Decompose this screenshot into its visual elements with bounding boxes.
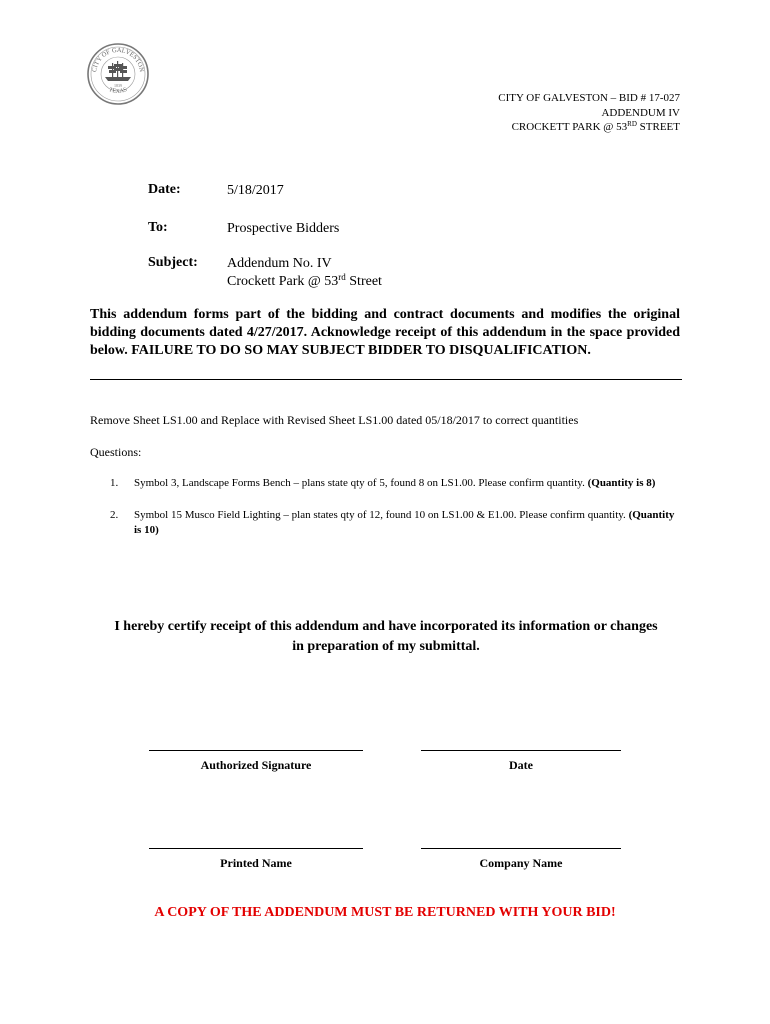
date-label: Date: — [148, 182, 181, 197]
subject-value — [227, 255, 382, 291]
addendum-intro-paragraph: This addendum forms part of the bidding and contract documents and modifies the original bidding documents dated 4/27/2017. Acknowledge receipt of this addendum in the space provided below. FAILURE TO DO SO MAY SUBJECT BIDDER TO DISQUALIFICATION. — [90, 307, 680, 358]
date-signature-block — [420, 750, 622, 773]
printed-name-block — [148, 848, 364, 871]
questions-list — [110, 476, 680, 555]
company-name-label: Company Name — [479, 856, 563, 870]
subject-line-2: Crockett Park @ 53rd Street — [227, 272, 382, 289]
signature-line — [149, 848, 363, 849]
ship-icon — [105, 61, 131, 81]
list-item: 1. Symbol 3, Landscape Forms Bench – plans state qty of 5, found 8 on LS1.00. Please confirm quantity. (Quantity is 8) — [110, 477, 656, 489]
date-value: 5/18/2017 — [227, 183, 284, 198]
signature-line — [149, 750, 363, 751]
header-addendum-line: ADDENDUM IV — [601, 106, 680, 119]
seal-year: 1839 — [114, 83, 122, 88]
svg-text:TEXAS — [108, 87, 128, 95]
list-item: 2. Symbol 15 Musco Field Lighting – plan states qty of 12, found 10 on LS1.00 & E1.00. Please confirm quantity. (Quantity is 10) — [110, 509, 675, 536]
return-addendum-warning: A COPY OF THE ADDENDUM MUST BE RETURNED WITH YOUR BID! — [154, 905, 616, 920]
seal-bottom-text: TEXAS — [107, 86, 129, 95]
questions-label: Questions: — [90, 445, 142, 459]
document-header — [498, 91, 680, 135]
header-project-line: CROCKETT PARK @ 53RD STREET — [511, 120, 680, 133]
certification-statement: I hereby certify receipt of this addendum and have incorporated its information or changes in preparation of my submittal. — [114, 619, 658, 654]
printed-name-label: Printed Name — [220, 856, 292, 870]
subject-line-1: Addendum No. IV — [227, 256, 332, 271]
subject-label: Subject: — [148, 255, 198, 270]
signature-line — [421, 750, 621, 751]
section-divider — [90, 379, 682, 380]
remove-sheet-instruction: Remove Sheet LS1.00 and Replace with Revised Sheet LS1.00 dated 05/18/2017 to correct quantities — [90, 413, 579, 427]
seal-top-text: CITY OF GALVESTON — [91, 46, 145, 73]
to-label: To: — [148, 220, 168, 235]
date-signature-label: Date — [509, 758, 533, 772]
authorized-signature-label: Authorized Signature — [200, 758, 312, 772]
signature-line — [421, 848, 621, 849]
company-name-block — [420, 848, 622, 871]
to-value: Prospective Bidders — [227, 221, 340, 236]
authorized-signature-block — [148, 750, 364, 773]
header-bid-line: CITY OF GALVESTON – BID # 17-027 — [498, 92, 680, 104]
city-seal-logo — [86, 42, 150, 106]
